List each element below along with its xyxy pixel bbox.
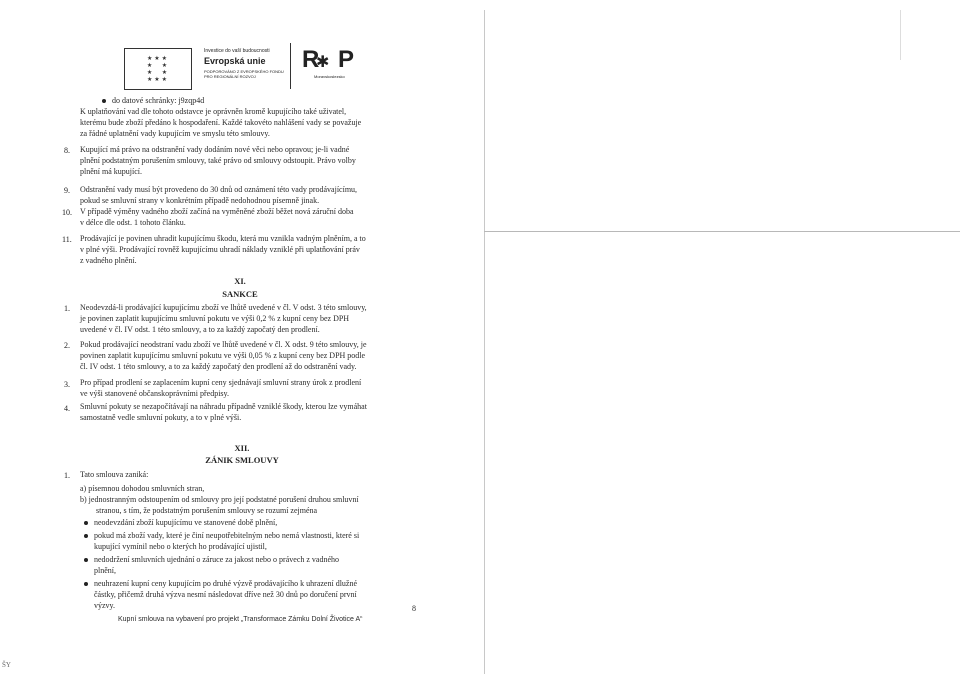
corner-mark: ŠY	[2, 661, 11, 669]
sankce-3-text: Pro případ prodlení se zaplacením kupní ceny sjednávají smluvní strany úrok z prodlení ve výši stanovené občanskoprávními předpisy.	[80, 378, 362, 398]
header-divider	[290, 43, 291, 89]
item-9-text: Odstranění vady musí být provedeno do 30 dnů od oznámení této vady prodávajícímu, pokud se smluvní strany v konkrétním případě nedohodnou písemně jinak.	[80, 185, 358, 205]
sankce-number: 1.	[64, 304, 70, 313]
sankce-number: 2.	[64, 341, 70, 350]
zanik-number: 1.	[64, 471, 70, 480]
bullet-icon	[102, 99, 106, 103]
section-xi-number: XI.	[234, 276, 246, 286]
eu-title: Evropská unie	[204, 56, 266, 66]
list-item: neuhrazení kupní ceny kupujícím po druhé výzvě prodávajícího k uhrazení dlužné	[84, 578, 359, 589]
item-number: 11.	[62, 235, 72, 244]
zanik-bullet-list: neodevzdání zboží kupujícímu ve stanovené době plnění, pokud má zboží vady, které je činí neupotřebitelným nebo nemá vlastnosti, které si kupující vymínil nebo o kterých ho prodávající ujistil, nedodržení smluvních ujednání o záruce za jakost nebo o právech z vadného plnění, neuhrazení kupní ceny kupujícím po druhé výzvě prodávajícího k uhrazení dlužné částky, přičemž druhá výzva nesmí následovat dříve než 30 dnů po doručení první výzvy.	[84, 517, 359, 611]
sankce-number: 4.	[64, 404, 70, 413]
rop-region: Moravskoslezsko	[314, 74, 345, 79]
eu-slogan: Investice do vaší budoucnosti	[204, 48, 270, 54]
section-xii-number: XII.	[234, 443, 250, 453]
faint-edge-line	[900, 10, 901, 60]
section-xii-title: ZÁNIK SMLOUVY	[205, 455, 279, 465]
list-item: pokud má zboží vady, které je činí neupotřebitelným nebo nemá vlastnosti, které si	[84, 530, 359, 541]
bullet-icon	[84, 534, 88, 538]
zanik-intro: Tato smlouva zaniká:	[80, 470, 149, 479]
eu-fund-line-1: PODPOROVÁNO Z EVROPSKÉHO FONDU	[204, 69, 284, 74]
item-number: 10.	[62, 208, 72, 217]
page-edge-line	[484, 10, 485, 674]
bullet-icon	[84, 521, 88, 525]
eu-fund-line-2: PRO REGIONÁLNÍ ROZVOJ	[204, 74, 256, 79]
eu-text-block	[204, 48, 284, 79]
rop-star-icon: ✱	[316, 54, 330, 71]
footer-text: Kupní smlouva na vybavení pro projekt „Transformace Zámku Dolní Životice A“	[118, 616, 363, 623]
sankce-number: 3.	[64, 380, 70, 389]
eu-stars-icon: ★ ★ ★ ★ ★ ★ ★ ★ ★ ★	[146, 55, 168, 83]
page-number: 8	[412, 604, 416, 613]
datova-schranka-line: do datové schránky: j9zqp4d	[102, 95, 204, 106]
sankce-4-text: Smluvní pokuty se nezapočítávají na náhradu případně vzniklé škody, kterou lze vymáhat samostatně vedle smluvní pokuty, a to v plné výši.	[80, 402, 367, 422]
list-item: nedodržení smluvních ujednání o záruce za jakost nebo o právech z vadného	[84, 554, 359, 565]
bullet-icon	[84, 558, 88, 562]
rop-letter-r: R	[302, 46, 320, 73]
dashed-line	[484, 231, 960, 232]
eu-flag-logo	[124, 48, 192, 90]
intro-paragraph: K uplatňování vad dle tohoto odstavce je oprávněn kromě kupujícího také uživatel, kterému bude zboží předáno k hospodaření. Každé takovéto nahlášení vady se považuje za řádné uplatnění vady kupujícím ve smyslu této smlouvy.	[80, 107, 362, 138]
item-number: 8.	[64, 146, 70, 155]
bullet-icon	[84, 582, 88, 586]
rop-letter-p: P	[338, 46, 355, 73]
section-xi-title: SANKCE	[222, 289, 258, 299]
sankce-2-text: Pokud prodávající neodstraní vadu zboží ve lhůtě uvedené v čl. X odst. 9 této smlouvy, je povinen zaplatit kupujícímu smluvní pokutu ve výši 0,05 % z kupní ceny bez DPH podle čl. IV odst. 1 této smlouvy, a to za každý započatý den prodlení až do odstranění vady.	[80, 340, 367, 371]
list-item: neodevzdání zboží kupujícímu ve stanovené době plnění,	[84, 517, 359, 528]
item-10-text: V případě výměny vadného zboží začíná na vyměněné zboží běžet nová záruční doba v délce dle odst. 1 tohoto článku.	[80, 207, 354, 227]
item-11-text: Prodávající je povinen uhradit kupujícímu škodu, která mu vznikla vadným plněním, a to v plné výši. Prodávající rovněž kupujícímu uhradí náklady vzniklé při uplatňování práv z vadného plnění.	[80, 234, 366, 265]
zanik-a: a) písemnou dohodou smluvních stran,	[80, 484, 205, 493]
item-8-text: Kupující má právo na odstranění vady dodáním nové věci nebo opravou; je-li vadné plnění podstatným porušením smlouvy, také právo od smlouvy odstoupit. Právo volby plnění má kupující.	[80, 145, 356, 176]
rop-logo	[300, 46, 366, 80]
zanik-b: b) jednostranným odstoupením od smlouvy pro její podstatné porušení druhou smluvní stranou, s tím, že podstatným porušením smlouvy se rozumí zejména	[80, 495, 359, 515]
item-number: 9.	[64, 186, 70, 195]
sankce-1-text: Neodevzdá-li prodávající kupujícímu zboží ve lhůtě uvedené v čl. V odst. 3 této smlouvy, je povinen zaplatit kupujícímu smluvní pokutu ve výši 0,2 % z kupní ceny bez DPH uvedené v čl. IV odst. 1 této smlouvy, a to za každý započatý den prodlení.	[80, 303, 367, 334]
